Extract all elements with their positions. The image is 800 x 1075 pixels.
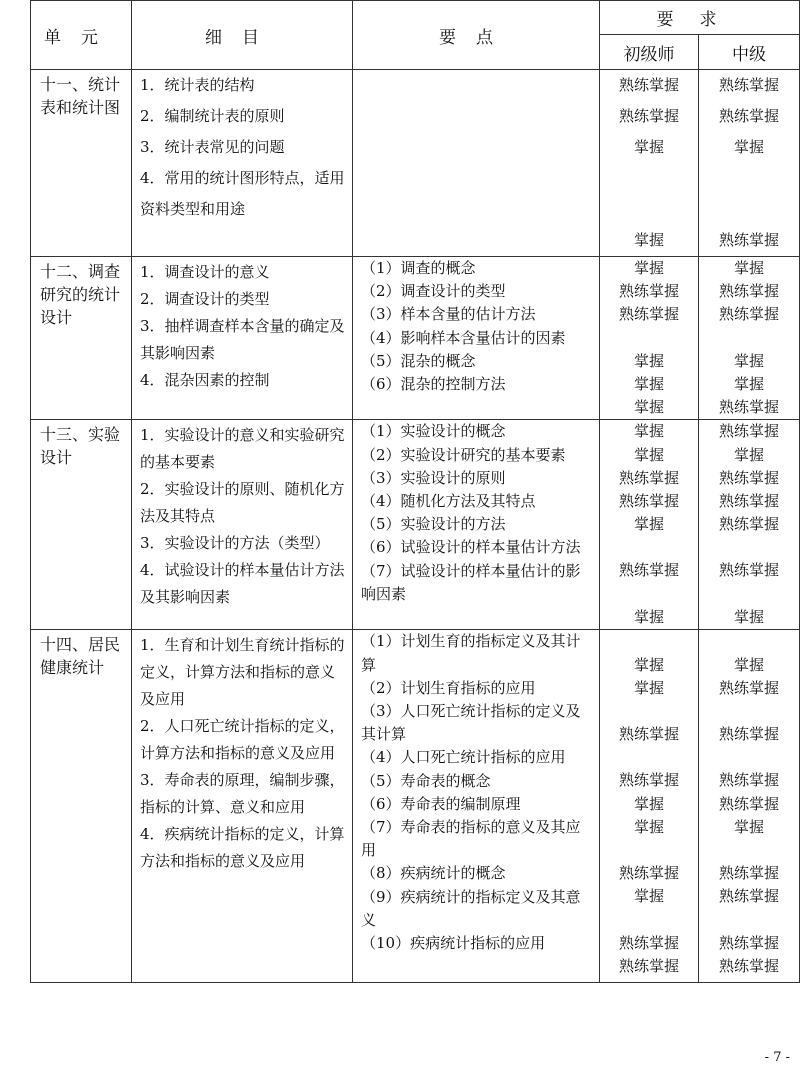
req-value: 熟练掌握: [618, 561, 679, 580]
point-cell: [353, 420, 600, 630]
syllabus-table: [30, 0, 800, 983]
point-item: （6）寿命表的编制原理: [361, 794, 521, 813]
req-value: 掌握: [633, 422, 664, 441]
req-value: [600, 630, 698, 653]
point-item: （1）计划生育的指标定义及其计算: [361, 632, 581, 674]
req-value: [600, 194, 698, 225]
point-item: （4）人口死亡统计指标的应用: [361, 748, 566, 767]
req-value: 掌握: [633, 607, 664, 626]
detail-item: 3．实验设计的方法（类型）: [140, 534, 330, 553]
point-item: （6）试验设计的样本量估计方法: [361, 538, 581, 557]
req-value: 掌握: [733, 138, 764, 156]
unit-row-13: [31, 420, 800, 630]
point-item: （5）寿命表的概念: [361, 771, 491, 790]
detail-cell: [132, 257, 353, 420]
req-value: 熟练掌握: [718, 76, 779, 94]
point-item: （2）调查设计的类型: [361, 282, 506, 301]
req-value: 掌握: [733, 351, 764, 370]
req-value: 熟练掌握: [718, 561, 779, 580]
header-points: 要点: [353, 1, 600, 70]
header-unit: 单元: [31, 1, 132, 70]
point-item: （3）样本含量的估计方法: [361, 305, 536, 324]
req-value: 熟练掌握: [718, 933, 779, 952]
req-value: 掌握: [633, 794, 664, 813]
point-item: （6）混杂的控制方法: [361, 375, 506, 394]
point-item: （10）疾病统计指标的应用: [361, 933, 546, 952]
point-item: （4）影响样本含量估计的因素: [361, 328, 566, 347]
req-value: 熟练掌握: [618, 864, 679, 883]
req-value: [699, 536, 799, 559]
header-detail: 细目: [132, 1, 353, 70]
detail-item: 2．人口死亡统计指标的定义，计算方法和指标的意义及应用: [140, 717, 345, 763]
detail-item: 1．统计表的结构: [140, 76, 255, 94]
req-value: 熟练掌握: [618, 491, 679, 510]
req-value: [600, 536, 698, 559]
point-item: （5）实验设计的方法: [361, 515, 506, 534]
point-cell: [353, 630, 600, 983]
req-value: [600, 163, 698, 194]
header-requirement: 要求: [600, 1, 800, 35]
req-value: 熟练掌握: [618, 107, 679, 125]
point-item: （7）寿命表的指标的意义及其应用: [361, 817, 581, 860]
req-value: [699, 630, 799, 653]
req-value: 熟练掌握: [718, 887, 779, 906]
req-value: 掌握: [733, 374, 764, 393]
req-value: 掌握: [633, 678, 664, 697]
req-value: 熟练掌握: [618, 305, 679, 324]
req-value: 熟练掌握: [718, 956, 779, 975]
header-intermediate: 中级: [699, 35, 800, 70]
unit-cell: 十四、居民健康统计: [31, 630, 132, 983]
detail-item: 2．调查设计的类型: [140, 290, 270, 308]
req-value: 掌握: [733, 607, 764, 626]
req-value: 掌握: [633, 655, 664, 674]
detail-item: 1．实验设计的意义和实验研究的基本要素: [140, 426, 345, 472]
detail-item: 2．编制统计表的原则: [140, 107, 285, 125]
unit-row-14: [31, 630, 800, 983]
point-item: （2）实验设计研究的基本要素: [361, 445, 566, 464]
req-value: [600, 327, 698, 350]
point-cell: [353, 70, 600, 257]
req-value: 熟练掌握: [718, 771, 779, 790]
req-value: 熟练掌握: [718, 282, 779, 301]
req-value: 掌握: [733, 445, 764, 464]
req-value: 熟练掌握: [718, 468, 779, 487]
junior-cell: [600, 70, 699, 257]
detail-item: 4．常用的统计图形特点，适用资料类型和用途: [140, 169, 345, 218]
req-value: 掌握: [633, 374, 664, 393]
unit-cell: 十三、实验设计: [31, 420, 132, 630]
detail-item: 4．试验设计的样本量估计方法及其影响因素: [140, 561, 345, 607]
req-value: [600, 583, 698, 606]
point-cell: [353, 257, 600, 420]
req-value: 熟练掌握: [718, 515, 779, 534]
req-value: 掌握: [733, 259, 764, 277]
req-value: 熟练掌握: [618, 771, 679, 790]
detail-cell: [132, 630, 353, 983]
unit-cell: 十二、调查研究的统计设计: [31, 257, 132, 420]
req-value: 熟练掌握: [618, 76, 679, 94]
point-item: （4）随机化方法及其特点: [361, 491, 536, 510]
req-value: 熟练掌握: [618, 282, 679, 301]
req-value: [699, 909, 799, 932]
req-value: 熟练掌握: [618, 933, 679, 952]
req-value: [699, 327, 799, 350]
req-value: 熟练掌握: [718, 491, 779, 510]
header-junior: 初级师: [600, 35, 699, 70]
req-value: [699, 746, 799, 769]
req-value: 掌握: [733, 655, 764, 674]
req-value: 熟练掌握: [618, 725, 679, 744]
detail-item: 1．调查设计的意义: [140, 263, 270, 281]
req-value: 熟练掌握: [718, 107, 779, 125]
req-value: [600, 746, 698, 769]
point-item: （1）调查的概念: [361, 259, 476, 277]
req-value: 掌握: [633, 515, 664, 534]
req-value: 熟练掌握: [718, 678, 779, 697]
req-value: 熟练掌握: [618, 956, 679, 975]
req-value: 熟练掌握: [718, 305, 779, 324]
req-value: 熟练掌握: [718, 864, 779, 883]
req-value: [600, 700, 698, 723]
req-value: 掌握: [633, 138, 664, 156]
point-item: （1）实验设计的概念: [361, 422, 506, 441]
req-value: [699, 163, 799, 194]
detail-item: 2．实验设计的原则、随机化方法及其特点: [140, 480, 345, 526]
req-value: 熟练掌握: [718, 231, 779, 249]
junior-cell: [600, 257, 699, 420]
detail-cell: [132, 420, 353, 630]
req-value: [699, 700, 799, 723]
req-value: 熟练掌握: [718, 422, 779, 441]
junior-cell: [600, 630, 699, 983]
req-value: 掌握: [633, 445, 664, 464]
detail-item: 1．生育和计划生育统计指标的定义，计算方法和指标的意义及应用: [140, 636, 345, 709]
req-value: 掌握: [633, 259, 664, 277]
req-value: 掌握: [633, 398, 664, 417]
header-row: [31, 1, 800, 35]
detail-item: 4．疾病统计指标的定义，计算方法和指标的意义及应用: [140, 825, 345, 871]
req-value: 熟练掌握: [618, 468, 679, 487]
point-item: （7）试验设计的样本量估计的影响因素: [361, 561, 581, 603]
unit-cell: 十一、统计表和统计图: [31, 70, 132, 257]
detail-cell: [132, 70, 353, 257]
req-value: [600, 839, 698, 862]
detail-item: 3．抽样调查样本含量的确定及其影响因素: [140, 317, 345, 362]
unit-row-11: [31, 70, 800, 257]
detail-item: 4．混杂因素的控制: [140, 371, 270, 389]
point-item: （3）实验设计的原则: [361, 468, 506, 487]
point-item: （9）疾病统计的指标定义及其意义: [361, 887, 581, 929]
req-value: 掌握: [633, 351, 664, 370]
intermediate-cell: [699, 630, 800, 983]
req-value: [699, 194, 799, 225]
point-item: （3）人口死亡统计指标的定义及其计算: [361, 701, 581, 744]
req-value: [699, 583, 799, 606]
req-value: 掌握: [633, 887, 664, 906]
req-value: [699, 839, 799, 862]
point-item: （5）混杂的概念: [361, 351, 476, 370]
point-item: （8）疾病统计的概念: [361, 864, 506, 883]
point-item: （2）计划生育指标的应用: [361, 678, 536, 697]
detail-item: 3．统计表常见的问题: [140, 138, 285, 156]
detail-item: 3．寿命表的原理，编制步骤，指标的计算、意义和应用: [140, 771, 345, 817]
req-value: 掌握: [733, 817, 764, 836]
req-value: 熟练掌握: [718, 725, 779, 744]
req-value: 掌握: [633, 817, 664, 836]
req-value: 熟练掌握: [718, 794, 779, 813]
req-value: 熟练掌握: [718, 398, 779, 417]
page-number: - 7 -: [764, 1050, 790, 1065]
req-value: [600, 909, 698, 932]
junior-cell: [600, 420, 699, 630]
intermediate-cell: [699, 70, 800, 257]
req-value: 掌握: [633, 231, 664, 249]
intermediate-cell: [699, 420, 800, 630]
intermediate-cell: [699, 257, 800, 420]
unit-row-12: [31, 257, 800, 420]
